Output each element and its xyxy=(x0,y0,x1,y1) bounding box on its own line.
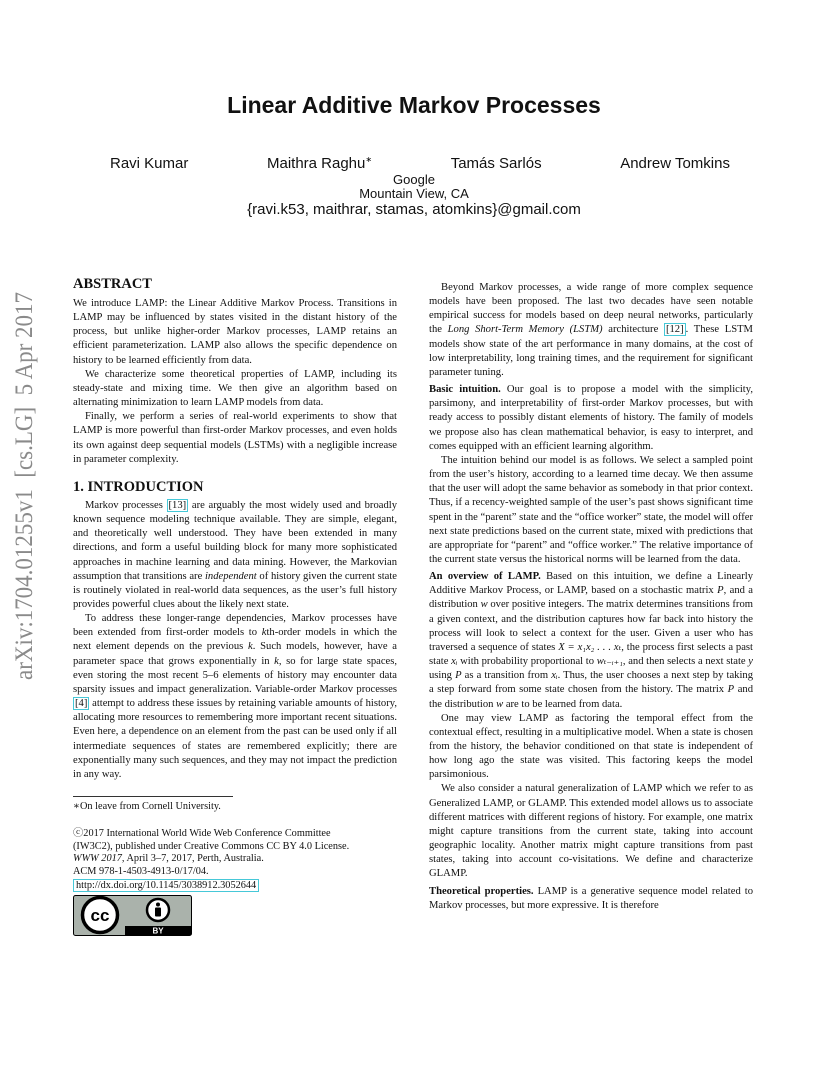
abstract-heading: ABSTRACT xyxy=(73,276,152,292)
arxiv-stamp xyxy=(4,290,40,682)
body-paragraph: One may view LAMP as factoring the temporal effect from the contextual effect, resulting in a multiplicative model. When a state is chosen from the history, the behavior conditioned on that state is independent of how long ago the state was visited. This factoring keeps the model parsimonious. xyxy=(429,712,753,781)
paragraph-heading: Basic intuition. xyxy=(429,384,501,396)
copyright-line: ⓒ2017 International World Wide Web Conference Committee xyxy=(73,828,331,840)
body-paragraph: The intuition behind our model is as follows. We select a sampled point from the user’s history, according to a learned time decay. We then assume that the user will adopt the same behavior as somebody in that prior context. Thus, if a recency-weighted sample of the user’s past shows significant time spent in the “parent” state and the “office worker” state, the model will offer next state predictions based on the current state, mixed with predictions that are appropriate for “parent” and “office worker.” The relative importance of the current state versus the historical norms will be learned from the data. xyxy=(429,454,753,565)
copyright-line: WWW 2017, April 3–7, 2017, Perth, Australia. xyxy=(73,853,264,865)
page-title: Linear Additive Markov Processes xyxy=(227,92,601,118)
footnote: ∗On leave from Cornell University. xyxy=(73,801,221,812)
affiliation-city: Mountain View, CA xyxy=(359,186,469,201)
left-column xyxy=(73,276,397,941)
intro-paragraph: To address these longer-range dependencies, Markov processes have been extended from first-order models to kth-order models in which the next element depends on the previous k. Such models, however, have a parameter space that grows exponentially in k, so for large state spaces, even storing the most recent 5–6 elements of history may encounter data sparsity issues and impact generalization. Variable-order Markov processes [4] attempt to address these issues by retaining variable amounts of history, allocating more resources to remembering more important recent situations. Even here, a dependence on an element from the past can be used only if all intermediate sequences of states are remembered explicitly; there are exponentially many such sequences, and they may not impact the prediction in any way. xyxy=(73,613,397,780)
cc-by-license-badge[interactable] xyxy=(73,895,192,936)
right-column xyxy=(429,281,753,913)
paragraph-heading: Theoretical properties. xyxy=(429,885,534,897)
body-paragraph: Basic intuition. Our goal is to propose a model with the simplicity, parsimony, and interpretability of first-order Markov processes, but with ready access to possibly distant elements of history. The family of models we propose also has clean mathematical behavior, is easy to interpret, and comes equipped with an efficient learning algorithm. xyxy=(429,384,753,452)
abstract-paragraph: We introduce LAMP: the Linear Additive Markov Process. Transitions in LAMP may be influenced by states visited in the distant history of the process, but unlike higher-order Markov processes, LAMP retains an efficient parameterization. LAMP also allows the specific dependence on history to be learned efficiently from data. xyxy=(73,298,397,366)
footnote-mark: ∗ xyxy=(365,155,373,164)
copyright-block xyxy=(73,828,397,941)
citation-link[interactable]: [13] xyxy=(168,499,187,511)
paragraph-heading: An overview of LAMP. xyxy=(429,571,541,583)
affiliation-org: Google xyxy=(393,172,435,187)
author-name: Tamás Sarlós xyxy=(450,155,542,172)
affiliation-email: {ravi.k53, maithrar, stamas, atomkins}@gmail.com xyxy=(247,201,581,218)
author-name: Andrew Tomkins xyxy=(620,155,730,172)
cc-icon: cc xyxy=(90,906,110,926)
arxiv-stamp-text: arXiv:1704.01255v1 [cs.LG] 5 Apr 2017 xyxy=(11,290,38,680)
body-paragraph: We also consider a natural generalization of LAMP which we refer to as Generalized LAMP, or GLAMP. This extended model allows us to associate different matrices with different regions of history. For example, one matrix might capture transitions from the current state, taking into account geographic locality. Another matrix might capture transitions from past states, taking into account co-visitations. We define and characterize GLAMP. xyxy=(429,783,753,880)
author-name: Maithra Raghu∗ xyxy=(266,155,373,172)
body-paragraph: Theoretical properties. LAMP is a generative sequence model related to Markov processes, but more expressive. It is therefore xyxy=(429,885,753,911)
copyright-line: (IW3C2), published under Creative Commons CC BY 4.0 License. xyxy=(73,840,350,852)
citation-link[interactable]: [4] xyxy=(75,698,88,710)
author-name: Ravi Kumar xyxy=(110,155,189,172)
doi-link[interactable]: http://dx.doi.org/10.1145/3038912.3052644 xyxy=(73,879,259,892)
intro-paragraph: Markov processes [13] are arguably the most widely used and broadly known sequence modeling technique available. They are simple, elegant, and theoretically well understood. They have been extended in many directions, and form a useful building block for many more sophisticated approaches in machine learning and data mining. However, the Markovian assumption that transitions are independent of history given the current state is routinely violated in real-world data sequences, as the user’s full history provides powerful clues about the likely next state. xyxy=(73,499,398,610)
by-label: BY xyxy=(152,926,164,936)
citation-link[interactable]: [12] xyxy=(665,324,684,336)
footnote-rule xyxy=(73,796,233,797)
body-paragraph: Beyond Markov processes, a wide range of more complex sequence models have been proposed. The last two decades have seen notable empirical success for models based on deep neural networks, particularly the Long Short-Term Memory (LSTM) architecture [12] . These LSTM models show state of the art performance in many domains, at the cost of low interpretability, long training times, and the requirement for significant parameter tuning. xyxy=(429,282,753,378)
body-paragraph: An overview of LAMP. Based on this intuition, we define a Linearly Additive Markov Process, or LAMP, based on a stochastic matrix P, and a distribution w over positive integers. The matrix determines transitions from a given context, and the distribution captures how far back into history the process will look to select a context for the user. Given a user who has traversed a sequence of states X = x₁x₂ . . . xₜ, the process first selects a past state xᵢ with probability proportional to wₜ₋ᵢ₊₁, and then selects a next state y using P as a transition from xᵢ. Thus, the user chooses a next step by taking a step forward from some state chosen from the history. The matrix P and the distribution w are to be learned from data. xyxy=(429,571,754,710)
intro-heading: 1. INTRODUCTION xyxy=(73,478,204,495)
copyright-line: ACM 978-1-4503-4913-0/17/04. xyxy=(73,865,209,877)
abstract-paragraph: We characterize some theoretical properties of LAMP, including its steady-state and mixing time. We then give an algorithm based on alternating minimization to learn LAMP models from data. xyxy=(73,368,397,409)
abstract-paragraph: Finally, we perform a series of real-world experiments to show that LAMP is more powerful than first-order Markov processes, and even holds its own against deep sequential models (LSTMs) with a negligible increase in parameter complexity. xyxy=(73,411,397,465)
